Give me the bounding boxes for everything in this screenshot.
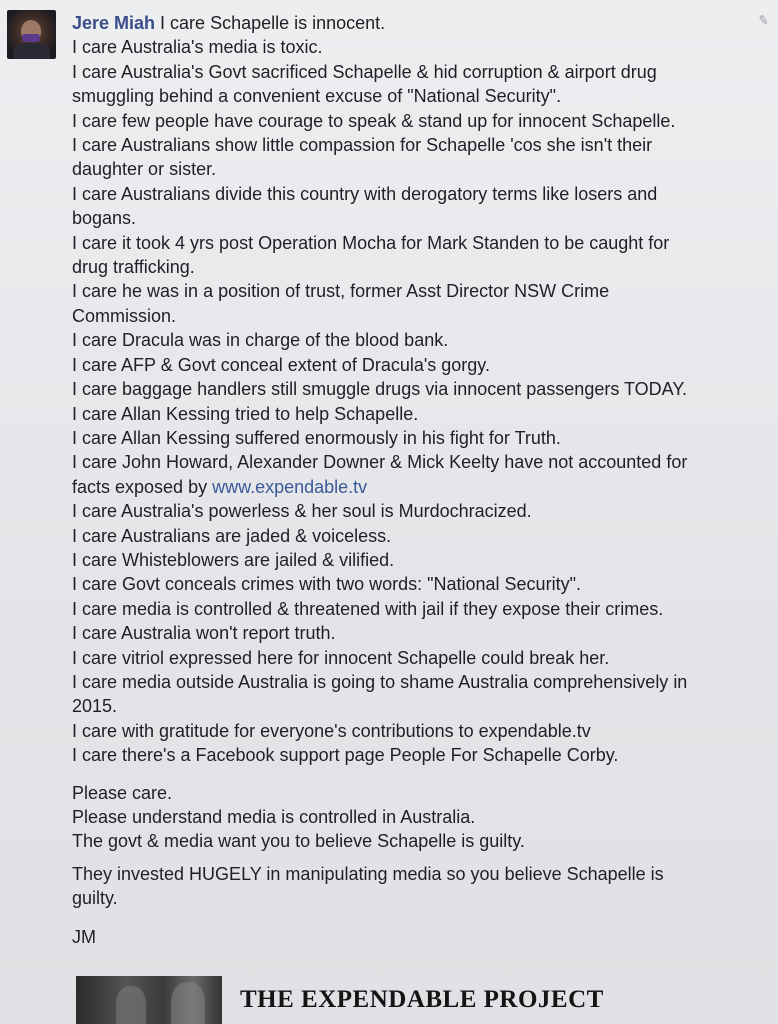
post-line: 2015. [72, 696, 118, 717]
thumbnail-figure [171, 982, 205, 1024]
post-line: I care Australia's media is toxic. [72, 37, 323, 58]
post-line: I care John Howard, Alexander Downer & Mick Keelty have not accounted for [72, 452, 688, 473]
post-line: Commission. [72, 305, 177, 326]
post-first-line [72, 11, 762, 35]
post-line: I care with gratitude for everyone's contributions to expendable.tv [72, 720, 591, 741]
post-line: guilty. [72, 888, 118, 909]
post-line: I care Dracula was in charge of the blood bank. [72, 330, 449, 351]
post-line: I care it took 4 yrs post Operation Mocha for Mark Standen to be caught for [72, 232, 670, 253]
post-line: I care he was in a position of trust, former Asst Director NSW Crime [72, 281, 610, 302]
link-preview[interactable] [76, 976, 676, 1024]
facts-prefix: facts exposed by [72, 476, 213, 497]
pencil-icon[interactable]: ✎ [756, 11, 771, 29]
post-line: I care there's a Facebook support page People For Schapelle Corby. [72, 745, 619, 766]
post-line: I care baggage handlers still smuggle drugs via innocent passengers TODAY. [72, 379, 688, 400]
post-line: The govt & media want you to believe Schapelle is guilty. [72, 831, 525, 852]
first-line-text: I care Schapelle is innocent. [155, 13, 386, 33]
post-line: They invested HUGELY in manipulating media so you believe Schapelle is [72, 863, 664, 884]
preview-title: THE EXPENDABLE PROJECT [240, 986, 604, 1013]
post-line: I care Govt conceals crimes with two words: "National Security". [72, 574, 581, 595]
post-line: Please care. [72, 782, 173, 803]
post-line: I care media is controlled & threatened with jail if they expose their crimes. [72, 598, 664, 619]
signature: JM [72, 926, 96, 947]
post-content [72, 11, 762, 949]
avatar-body [13, 43, 50, 59]
post-line: bogans. [72, 208, 137, 229]
post-line: I care Australia's Govt sacrificed Schapelle & hid corruption & airport drug [72, 61, 657, 82]
post-line: I care Whisteblowers are jailed & vilified. [72, 549, 395, 570]
post-line: I care media outside Australia is going to shame Australia comprehensively in [72, 671, 688, 692]
post-line: I care few people have courage to speak & stand up for innocent Schapelle. [72, 110, 676, 131]
post-line: smuggling behind a convenient excuse of "National Security". [72, 86, 562, 107]
paragraph-spacer [72, 854, 762, 862]
paragraph-spacer [72, 768, 762, 781]
avatar-mask [22, 34, 40, 42]
author-avatar[interactable] [7, 10, 56, 59]
post-line-with-link [72, 475, 762, 499]
thumbnail-figure [116, 986, 146, 1024]
post-line: I care Allan Kessing tried to help Schapelle. [72, 403, 419, 424]
post-line: daughter or sister. [72, 159, 217, 180]
author-name-link[interactable]: Jere Miah [72, 13, 156, 33]
preview-thumbnail [76, 976, 222, 1024]
post-line: I care vitriol expressed here for innocent Schapelle could break her. [72, 647, 610, 668]
post-line: I care AFP & Govt conceal extent of Dracula's gorgy. [72, 354, 490, 375]
post-line: I care Allan Kessing suffered enormously in his fight for Truth. [72, 427, 561, 448]
post-line: I care Australians show little compassion for Schapelle 'cos she isn't their [72, 135, 653, 156]
post-line: drug trafficking. [72, 257, 195, 278]
post-line: I care Australians divide this country with derogatory terms like losers and [72, 183, 658, 204]
post-line: I care Australia's powerless & her soul is Murdochracized. [72, 501, 532, 522]
post-line: I care Australians are jaded & voiceless. [72, 525, 392, 546]
post-line: Please understand media is controlled in Australia. [72, 807, 476, 827]
post-line: I care Australia won't report truth. [72, 623, 336, 644]
paragraph-spacer [72, 911, 762, 925]
expendable-link[interactable]: www.expendable.tv [212, 476, 368, 497]
